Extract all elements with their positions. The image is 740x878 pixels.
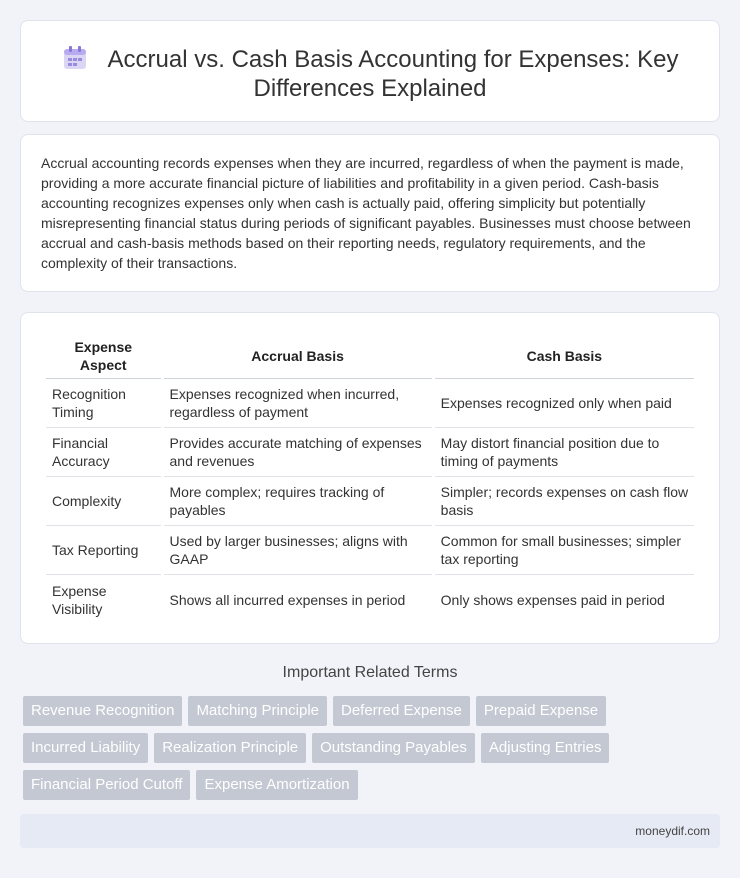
tag-financial-period-cutoff[interactable]: Financial Period Cutoff [23,770,190,800]
related-terms-heading: Important Related Terms [282,664,458,681]
tag-revenue-recognition[interactable]: Revenue Recognition [23,696,182,726]
table-cell: Shows all incurred expenses in period [169,591,406,608]
table-cell: Provides accurate matching of expenses and revenues [164,428,432,477]
related-terms-list [23,696,703,800]
table-cell: May distort financial position due to timing of payments [435,428,694,477]
table-cell: Expense Visibility [52,582,107,617]
tag-deferred-expense[interactable]: Deferred Expense [333,696,470,726]
table-cell: Expenses recognized when incurred, regardless of payment [164,379,432,428]
tag-adjusting-entries[interactable]: Adjusting Entries [481,733,610,763]
tag-incurred-liability[interactable]: Incurred Liability [23,733,148,763]
table-row [46,428,694,477]
tag-matching-principle[interactable]: Matching Principle [188,696,327,726]
tag-outstanding-payables[interactable]: Outstanding Payables [312,733,475,763]
table-cell: Expenses recognized only when paid [435,379,694,428]
header-card [20,20,720,122]
tag-realization-principle[interactable]: Realization Principle [154,733,306,763]
footer-site-link[interactable]: moneydif.com [635,824,710,838]
table-row [46,379,694,428]
footer [20,814,720,848]
table-row [46,575,694,624]
table-cell: Simpler; records expenses on cash flow basis [435,477,694,526]
table-row [46,526,694,575]
intro-paragraph: Accrual accounting records expenses when they are incurred, regardless of when the payment is made, providing a more accurate financial picture of liabilities and profitability in a given period. Cash-basis accounting recognizes expenses only when cash is actually paid, offering simplicity but potentially misrepresenting financial status during periods of significant payables. Businesses must choose between accrual and cash-basis methods based on their reporting needs, regulatory requirements, and the complexity of their transactions. [41,155,691,271]
comparison-table [43,333,697,624]
header-cash-basis: Cash Basis [435,333,694,379]
table-cell: Tax Reporting [46,526,161,575]
table-cell: Only shows expenses paid in period [440,591,665,608]
table-cell: Recognition Timing [46,379,161,428]
calendar-icon [62,45,88,71]
page-title [21,45,719,103]
table-cell: Used by larger businesses; aligns with GAAP [164,526,432,575]
tag-prepaid-expense[interactable]: Prepaid Expense [476,696,606,726]
table-cell: Common for small businesses; simpler tax reporting [435,526,694,575]
tag-expense-amortization[interactable]: Expense Amortization [196,770,357,800]
comparison-table-card [20,312,720,644]
intro-card [20,134,720,292]
table-header-row [46,333,694,379]
table-cell: More complex; requires tracking of payables [164,477,432,526]
header-accrual-basis: Accrual Basis [164,333,432,379]
page-title-text: Accrual vs. Cash Basis Accounting for Expenses: Key Differences Explained [107,46,679,102]
header-expense-aspect: Expense Aspect [46,333,161,379]
table-row [46,477,694,526]
table-cell: Financial Accuracy [46,428,161,477]
table-cell: Complexity [46,477,161,526]
